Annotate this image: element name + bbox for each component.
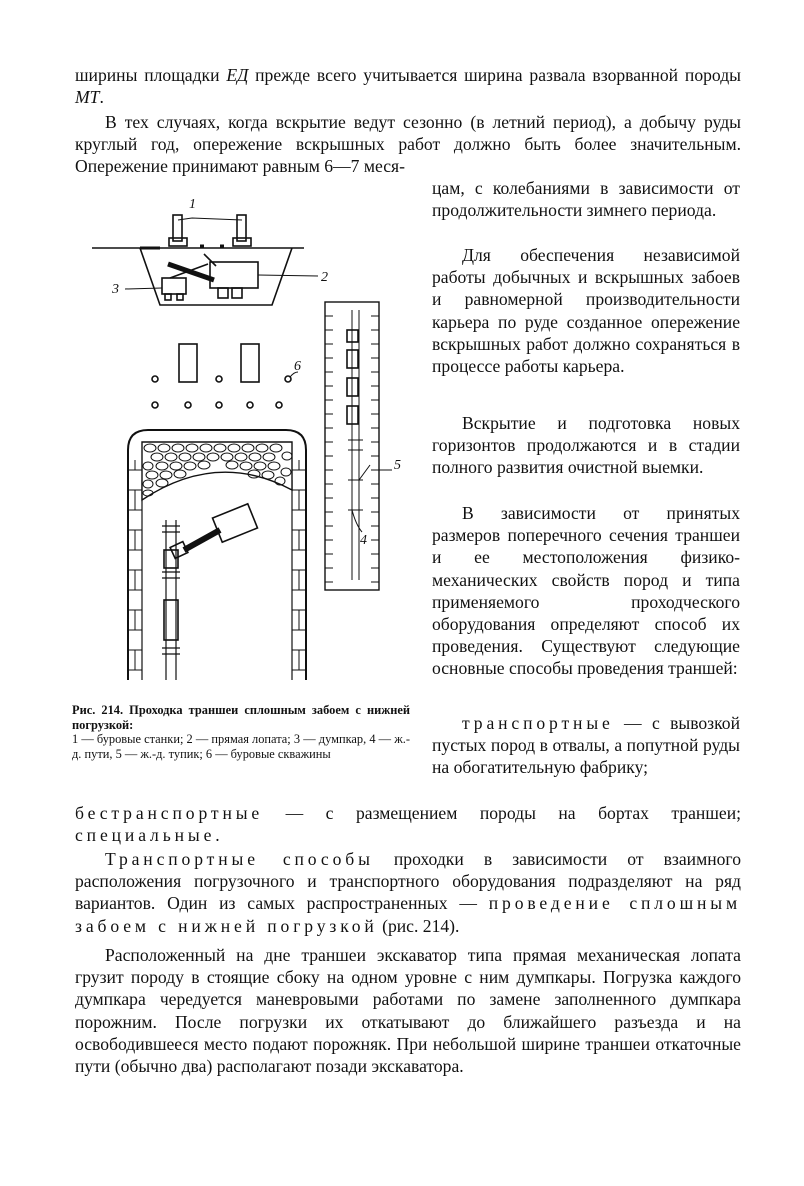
plan-drill-layout <box>152 344 301 408</box>
p6-term-special: специальные <box>75 825 216 846</box>
drilling-rig-plan-1 <box>179 344 197 382</box>
paragraph-3: Для обеспечения независимой работы добычных и вскрышных забоев и равномерной производительности карьера по руде созданное опережение вскрышных работ должно сохраняться в процессе работы карьера. <box>432 245 740 377</box>
paragraph-8: Расположенный на дне траншеи экскаватор типа прямая механическая лопата грузит породу в стоящие сбоку на одном уровне с ним думпкары. Погрузка каждого думпкара чередуется маневровыми работами по замене заполненного думпкара порожним. После погрузки их откатывают до ближайшего разъезда и на освободившееся место подают порожняк. При небольшой ширине траншеи откаточные пути (обычно два) располагают позади экскаватора. <box>75 945 741 1077</box>
paragraph-7 <box>75 848 741 937</box>
borehole <box>152 376 158 382</box>
shovel-plan <box>170 504 257 559</box>
p7-text-a: проходки в зависимости от взаимного расположения погрузочного и транспортного оборудования подразделяют на ряд вариантов. Один из самых распространенных — <box>75 849 741 914</box>
borehole <box>276 402 282 408</box>
paragraph-1 <box>75 64 741 108</box>
p1-symbol-ed: ЕД <box>226 65 249 85</box>
p1-text-a: ширины площадки <box>75 65 227 85</box>
trench-diagram <box>80 180 410 698</box>
label-6: 6 <box>294 359 301 374</box>
borehole <box>247 402 253 408</box>
trench-wall-right <box>292 460 306 670</box>
cross-section <box>92 197 328 305</box>
p6-term-bestransport: бестранспортные <box>75 803 264 823</box>
p6-text-b: — с размещением породы на бортах траншеи; <box>263 803 741 823</box>
dumpcar-section <box>162 278 186 300</box>
paragraph-4: Вскрытие и подготовка новых горизонтов продолжаются и в стадии полного развития очистной выемки. <box>432 413 740 478</box>
paragraph-5: В зависимости от принятых размеров поперечного сечения траншеи и ее местоположения физико-механических свойств пород и типа применяемого проходческого оборудования определяют способ их проведения. Существуют следующие основные способы проведения траншей: <box>432 503 740 679</box>
borehole <box>216 402 222 408</box>
label-1: 1 <box>189 197 196 212</box>
p6-text-c: . <box>215 825 220 846</box>
paragraph-6 <box>432 712 740 779</box>
paragraph-6-continued <box>75 802 741 846</box>
shovel-section <box>168 254 258 298</box>
caption-title: Рис. 214. Проходка траншеи сплошным забоем с нижней погрузкой: <box>72 703 410 732</box>
figure-caption <box>72 703 410 761</box>
railway-dead-end <box>325 302 401 590</box>
p1-text-e: . <box>99 87 104 108</box>
p6-term-transport: транспортные <box>462 713 614 733</box>
paragraph-2: В тех случаях, когда вскрытие ведут сезонно (в летний период), а добычу руды круглый год, опережение вскрышных работ должно быть более значительным. Опережение принимают равным 6—7 меся- <box>75 112 741 177</box>
p7-term-transport-methods: Транспортные способы <box>105 849 374 869</box>
p7-term-method: проведение сплошным забоем с нижней погрузкой <box>75 893 742 936</box>
plan-trench <box>128 430 306 680</box>
label-2: 2 <box>321 270 328 285</box>
drilling-rig-plan-2 <box>241 344 259 382</box>
caption-legend: 1 — буровые станки; 2 — прямая лопата; 3 — думпкар, 4 — ж.-д. пути, 5 — ж.-д. тупик; 6 — буровые скважины <box>72 732 410 761</box>
borehole <box>152 402 158 408</box>
trench-wall-left <box>128 460 142 670</box>
trench-profile <box>140 248 292 305</box>
p7-text-b: (рис. 214). <box>377 915 460 936</box>
borehole <box>185 402 191 408</box>
p1-text-c: прежде всего учитывается ширина развала взорванной породы <box>248 65 741 85</box>
label-3: 3 <box>112 282 119 297</box>
borehole <box>216 376 222 382</box>
paragraph-2-continued: цам, с колебаниями в зависимости от продолжительности зимнего периода. <box>432 178 740 221</box>
label-4: 4 <box>360 533 367 548</box>
label-5: 5 <box>394 458 401 473</box>
p6-text-a: — с вывозкой пустых пород в отвалы, а попутной руды на обогатительную фабрику; <box>432 713 740 778</box>
p1-symbol-mt: МТ <box>75 87 100 108</box>
